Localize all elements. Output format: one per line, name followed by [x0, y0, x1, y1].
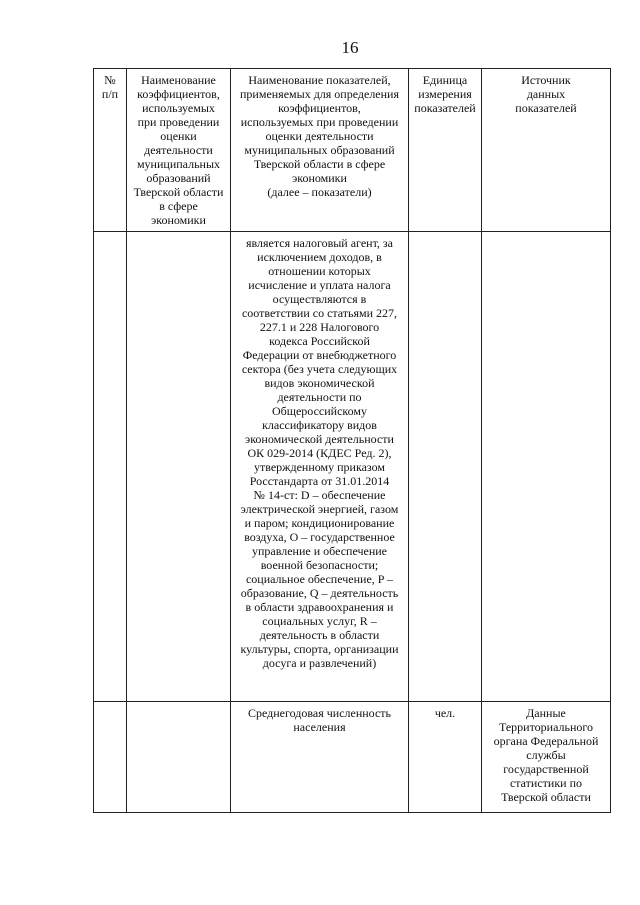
table-header-row — [94, 69, 611, 232]
header-coefficient-name: Наименование коэффициентов, используемых при проведении оценки деятельности муниципальных образований Тверской области в сфере экономики — [127, 69, 231, 232]
row-source — [482, 232, 611, 702]
table-row — [94, 702, 611, 813]
row-unit — [409, 232, 482, 702]
header-num: № п/п — [94, 69, 127, 232]
indicators-table — [93, 68, 611, 813]
table-row — [94, 232, 611, 702]
header-source: Источник данных показателей — [482, 69, 611, 232]
header-unit: Единица измерения показателей — [409, 69, 482, 232]
row-indicator-name: является налоговый агент, за исключением доходов, в отношении которых исчисление и уплата налога осуществляются в соответствии со статьями 227, 227.1 и 228 Налогового кодекса Российской Федерации от внебюджетного сектора (без учета следующих видов экономической деятельности по Общероссийскому классификатору видов экономической деятельности ОК 029-2014 (КДЕС Ред. 2), утвержденному приказом Росстандарта от 31.01.2014 № 14-ст: D – обеспечение электрической энергией, газом и паром; кондиционирование воздуха, O – государственное управление и обеспечение военной безопасности; социальное обеспечение, P – образование, Q – деятельность в области здравоохранения и социальных услуг, R – деятельность в области культуры, спорта, организации досуга и развлечений) — [231, 232, 409, 702]
row-num — [94, 232, 127, 702]
page-number: 16 — [341, 38, 359, 57]
row-coefficient-name — [127, 702, 231, 813]
row-unit: чел. — [409, 702, 482, 813]
row-indicator-name: Среднегодовая численность населения — [231, 702, 409, 813]
row-num — [94, 702, 127, 813]
header-indicator-name: Наименование показателей, применяемых для определения коэффициентов, используемых при проведении оценки деятельности муниципальных образований Тверской области в сфере экономики (далее – показатели) — [231, 69, 409, 232]
row-coefficient-name — [127, 232, 231, 702]
row-source: Данные Территориального органа Федеральной службы государственной статистики по Тверской области — [482, 702, 611, 813]
